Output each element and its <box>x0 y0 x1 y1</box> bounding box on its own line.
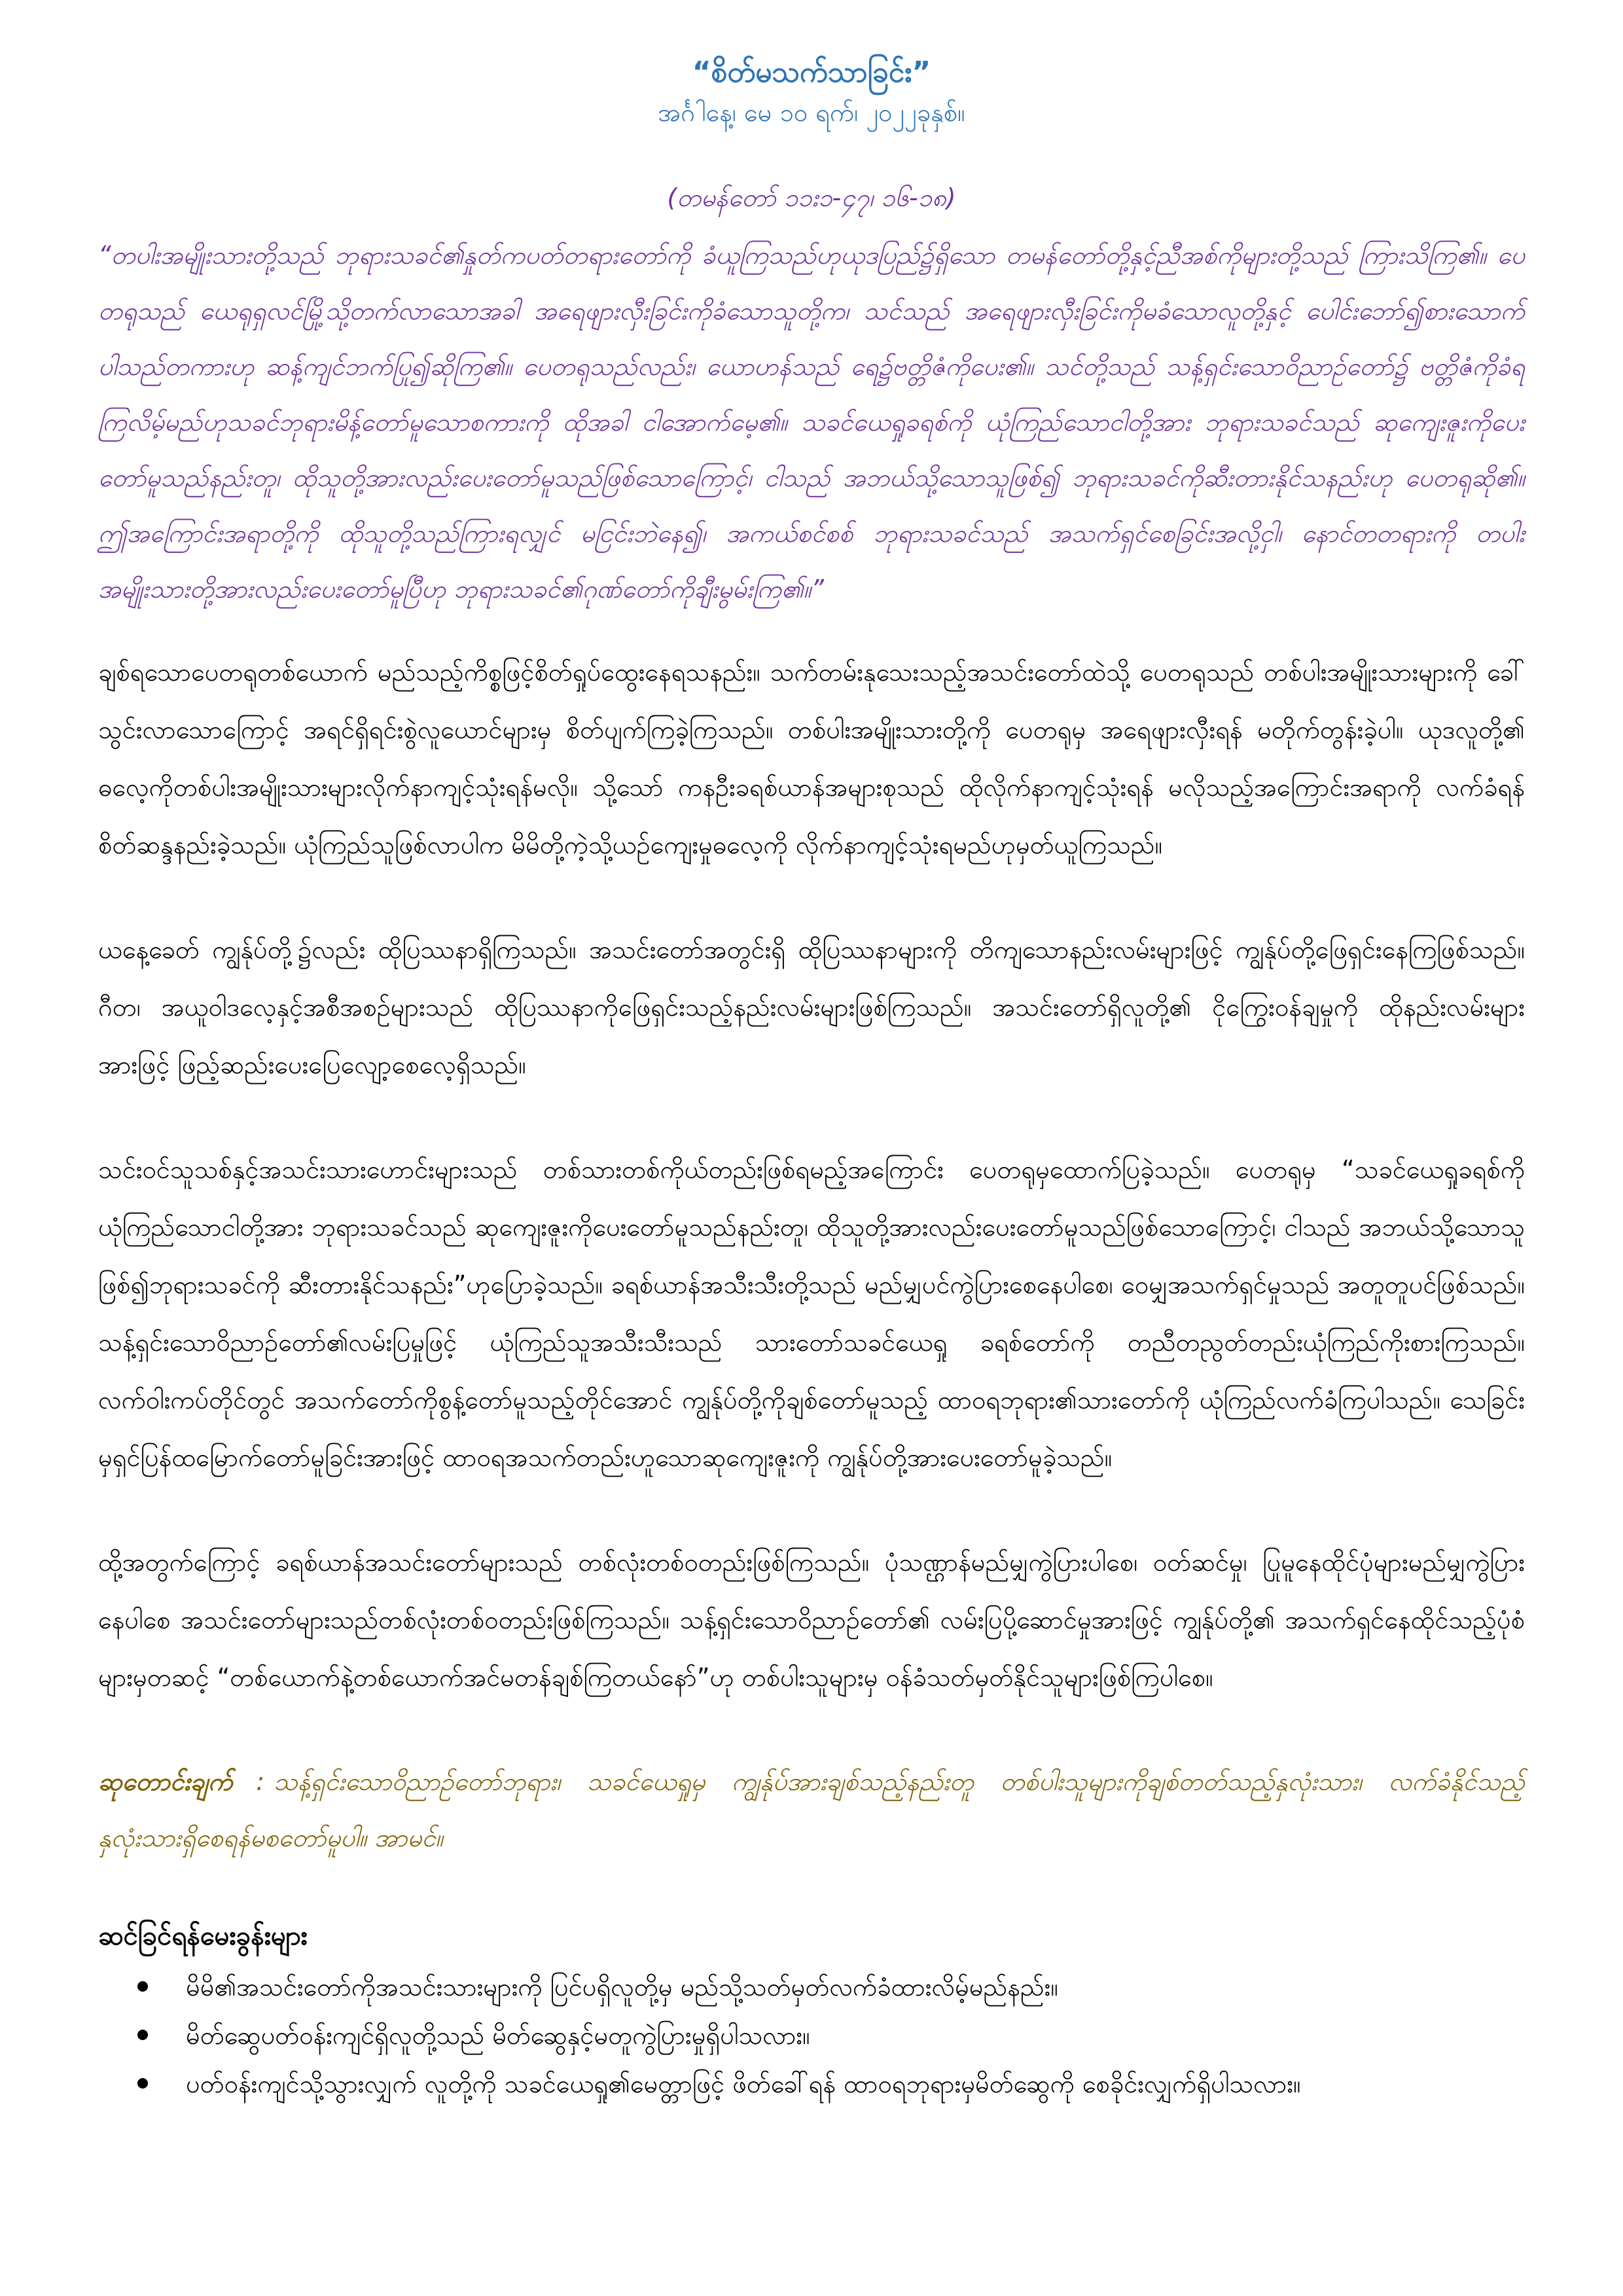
question-item <box>137 2060 1525 2108</box>
questions-list <box>98 1963 1525 2108</box>
question-text: မိတ်ဆွေပတ်ဝန်းကျင်ရှိလူတို့သည် မိတ်ဆွေနှင့်မတူကွဲပြားမှုရှိပါသလား။ <box>186 2021 810 2050</box>
paragraph-1: ချစ်ရသောပေတရုတစ်ယောက် မည်သည့်ကိစ္စဖြင့်စိတ်ရှုပ်ထွေးနေရသနည်း။ သက်တမ်းနုသေးသည့်အသင်းတော်ထဲသို့ ပေတရုသည် တစ်ပါးအမျိုးသားများကို ခေါ်သွင်းလာသောကြောင့် အရင်ရှိရင်းစွဲလူယောင်များမှ စိတ်ပျက်ကြခဲ့ကြသည်။ တစ်ပါးအမျိုးသားတို့ကို ပေတရုမှ အရေဖျားလှီးရန် မတိုက်တွန်းခဲ့ပါ။ ယုဒလူတို့၏ ဓလေ့ကိုတစ်ပါးအမျိုးသားများလိုက်နာကျင့်သုံးရန်မလို။ သို့သော် ကနဦးခရစ်ယာန်အများစုသည် ထိုလိုက်နာကျင့်သုံးရန် မလိုသည့်အကြောင်းအရာကို လက်ခံရန်စိတ်ဆန္ဒနည်းခဲ့သည်။ ယုံကြည်သူဖြစ်လာပါက မိမိတို့ကဲ့သို့ယဉ်ကျေးမှုဓလေ့ကို လိုက်နာကျင့်သုံးရမည်ဟုမှတ်ယူကြသည်။ <box>98 658 1525 859</box>
question-item <box>137 1963 1525 2011</box>
question-text: ပတ်ဝန်းကျင်သို့သွားလျှက် လူတို့ကို သခင်ယေရှု၏မေတ္တာဖြင့် ဖိတ်ခေါ်ရန် ထာဝရဘုရားမှမိတ်ဆွေကို စေခိုင်းလျှက်ရှိပါသလား။ <box>186 2070 1301 2098</box>
bullet-icon <box>137 1981 148 1992</box>
prayer-label: ဆုတောင်းချက် <box>98 1767 233 1796</box>
bullet-icon <box>137 2078 148 2089</box>
page-title: “စိတ်မသက်သာခြင်း” <box>692 56 931 89</box>
question-item <box>137 2011 1525 2060</box>
bullet-icon <box>137 2030 148 2040</box>
date-line: အင်္ဂါနေ့၊ မေ ၁၀ ရက်၊ ၂၀၂၂ခုနှစ်။ <box>658 98 965 127</box>
prayer-text: သန့်ရှင်းသောဝိညာဉ်တော်ဘုရား၊ သခင်ယေရှုမှ ကျွန်ုပ်အားချစ်သည့်နည်းတူ တစ်ပါးသူများကိုချစ်တတ်သည့်နှလုံးသား၊ လက်ခံနိုင်သည့်နှလုံးသားရှိစေရန်မစတော်မူပါ။ အာမင်။ <box>98 1767 1525 1852</box>
scripture-text: “တပါးအမျိုးသားတို့သည် ဘုရားသခင်၏နှုတ်ကပတ်တရားတော်ကို ခံယူကြသည်ဟုယုဒပြည်၌ရှိသော တမန်တော်တို့နှင့်ညီအစ်ကိုများတို့သည် ကြားသိကြ၏။ ပေတရုသည် ယေရုရှလင်မြို့သို့တက်လာသောအခါ အရေဖျားလှီးခြင်းကိုခံသောသူတို့က၊ သင်သည် အရေဖျားလှီးခြင်းကိုမခံသောလူတို့နှင့် ပေါင်းဘော်၍စားသောက်ပါသည်တကားဟု ဆန့်ကျင်ဘက်ပြု၍ဆိုကြ၏။ ပေတရုသည်လည်း၊ ယောဟန်သည် ရေ၌ဗတ္တိဇံကိုပေး၏။ သင်တို့သည် သန့်ရှင်းသောဝိညာဉ်တော်၌ ဗတ္တိဇံကိုခံရကြလိမ့်မည်ဟုသခင်ဘုရားမိန့်တော်မူသောစကားကို ထိုအခါ ငါအောက်မေ့၏။ သခင်ယေရှုခရစ်ကို ယုံကြည်သောငါတို့အား ဘုရားသခင်သည် ဆုကျေးဇူးကိုပေးတော်မူသည်နည်းတူ၊ ထိုသူတို့အားလည်းပေးတော်မူသည်ဖြစ်သောကြောင့်၊ ငါသည် အဘယ်သို့သောသူဖြစ်၍ ဘုရားသခင်ကိုဆီးတားနိုင်သနည်းဟု ပေတရုဆို၏။ ဤအကြောင်းအရာတို့ကို ထိုသူတို့သည်ကြားရလျှင် မငြင်းဘဲနေ၍၊ အကယ်စင်စစ် ဘုရားသခင်သည် အသက်ရှင်စေခြင်းအလို့ငှါ၊ နောင်တတရားကို တပါးအမျိုးသားတို့အားလည်းပေးတော်မူပြီဟု ဘုရားသခင်၏ဂုဏ်တော်ကိုချီးမွမ်းကြ၏။” <box>98 241 1525 603</box>
prayer <box>98 1753 1525 1866</box>
question-text: မိမိ၏အသင်းတော်ကိုအသင်းသားများကို ပြင်ပရှိလူတို့မှ မည်သို့သတ်မှတ်လက်ခံထားလိမ့်မည်နည်း။ <box>186 1973 1058 2001</box>
questions-heading: ဆင်ခြင်ရန်မေးခွန်းများ <box>98 1921 308 1951</box>
scripture-reference: (တမန်တော် ၁၁း၁-၄၇၊ ၁၆-၁၈) <box>667 183 956 212</box>
paragraph-4: ထို့အတွက်ကြောင့် ခရစ်ယာန်အသင်းတော်များသည် တစ်လုံးတစ်ဝတည်းဖြစ်ကြသည်။ ပုံသဏ္ဌာန်မည်မျှကွဲပြားပါစေ၊ ဝတ်ဆင်မှု၊ ပြုမူနေထိုင်ပုံများမည်မျှကွဲပြားနေပါစေ အသင်းတော်များသည်တစ်လုံးတစ်ဝတည်းဖြစ်ကြသည်။ သန့်ရှင်းသောဝိညာဉ်တော်၏ လမ်းပြပို့ဆောင်မှုအားဖြင့် ကျွန်ုပ်တို့၏ အသက်ရှင်နေထိုင်သည့်ပုံစံများမှတဆင့် “တစ်ယောက်နဲ့တစ်ယောက်အင်မတန်ချစ်ကြတယ်နော်”ဟု တစ်ပါးသူများမှ ဝန်ခံသတ်မှတ်နိုင်သူများဖြစ်ကြပါစေ။ <box>98 1548 1525 1692</box>
prayer-separator: : <box>256 1767 265 1796</box>
paragraph-2: ယနေ့ခေတ် ကျွန်ုပ်တို့၌လည်း ထိုပြဿနာရှိကြသည်။ အသင်းတော်အတွင်းရှိ ထိုပြဿနာများကို တိကျသောနည်းလမ်းများဖြင့် ကျွန်ုပ်တို့ဖြေရှင်းနေကြဖြစ်သည်။ ဂီတ၊ အယူဝါဒလေ့နှင့်အစီအစဉ်များသည် ထိုပြဿနာကိုဖြေရှင်းသည့်နည်းလမ်းများဖြစ်ကြသည်။ အသင်းတော်ရှိလူတို့၏ ငိုကြွေးဝန်ချမှုကို ထိုနည်းလမ်းများအားဖြင့် ဖြည့်ဆည်းပေးပြေလျော့စေလေ့ရှိသည်။ <box>98 935 1525 1079</box>
paragraph-3: သင်းဝင်သူသစ်နှင့်အသင်းသားဟောင်းများသည် တစ်သားတစ်ကိုယ်တည်းဖြစ်ရမည့်အကြောင်း ပေတရုမှထောက်ပြခဲ့သည်။ ပေတရုမှ “သခင်ယေရှုခရစ်ကို ယုံကြည်သောငါတို့အား ဘုရားသခင်သည် ဆုကျေးဇူးကိုပေးတော်မူသည်နည်းတူ၊ ထိုသူတို့အားလည်းပေးတော်မူသည်ဖြစ်သောကြောင့်၊ ငါသည် အဘယ်သို့သောသူဖြစ်၍ဘုရားသခင်ကို ဆီးတားနိုင်သနည်း”ဟုပြောခဲ့သည်။ ခရစ်ယာန်အသီးသီးတို့သည် မည်မျှပင်ကွဲပြားစေနေပါစေ၊ ဝေမျှအသက်ရှင်မှုသည် အတူတူပင်ဖြစ်သည်။ သန့်ရှင်းသောဝိညာဉ်တော်၏လမ်းပြမှုဖြင့် ယုံကြည်သူအသီးသီးသည် သားတော်သခင်ယေရှု ခရစ်တော်ကို တညီတညွတ်တည်းယုံကြည်ကိုးစားကြသည်။ လက်ဝါးကပ်တိုင်တွင် အသက်တော်ကိုစွန့်တော်မူသည့်တိုင်အောင် ကျွန်ုပ်တို့ကိုချစ်တော်မူသည့် ထာဝရဘုရား၏သားတော်ကို ယုံကြည်လက်ခံကြပါသည်။ သေခြင်းမှရှင်ပြန်ထမြောက်တော်မူခြင်းအားဖြင့် ထာဝရအသက်တည်းဟူသောဆုကျေးဇူးကို ကျွန်ုပ်တို့အားပေးတော်မူခဲ့သည်။ <box>98 1155 1525 1472</box>
